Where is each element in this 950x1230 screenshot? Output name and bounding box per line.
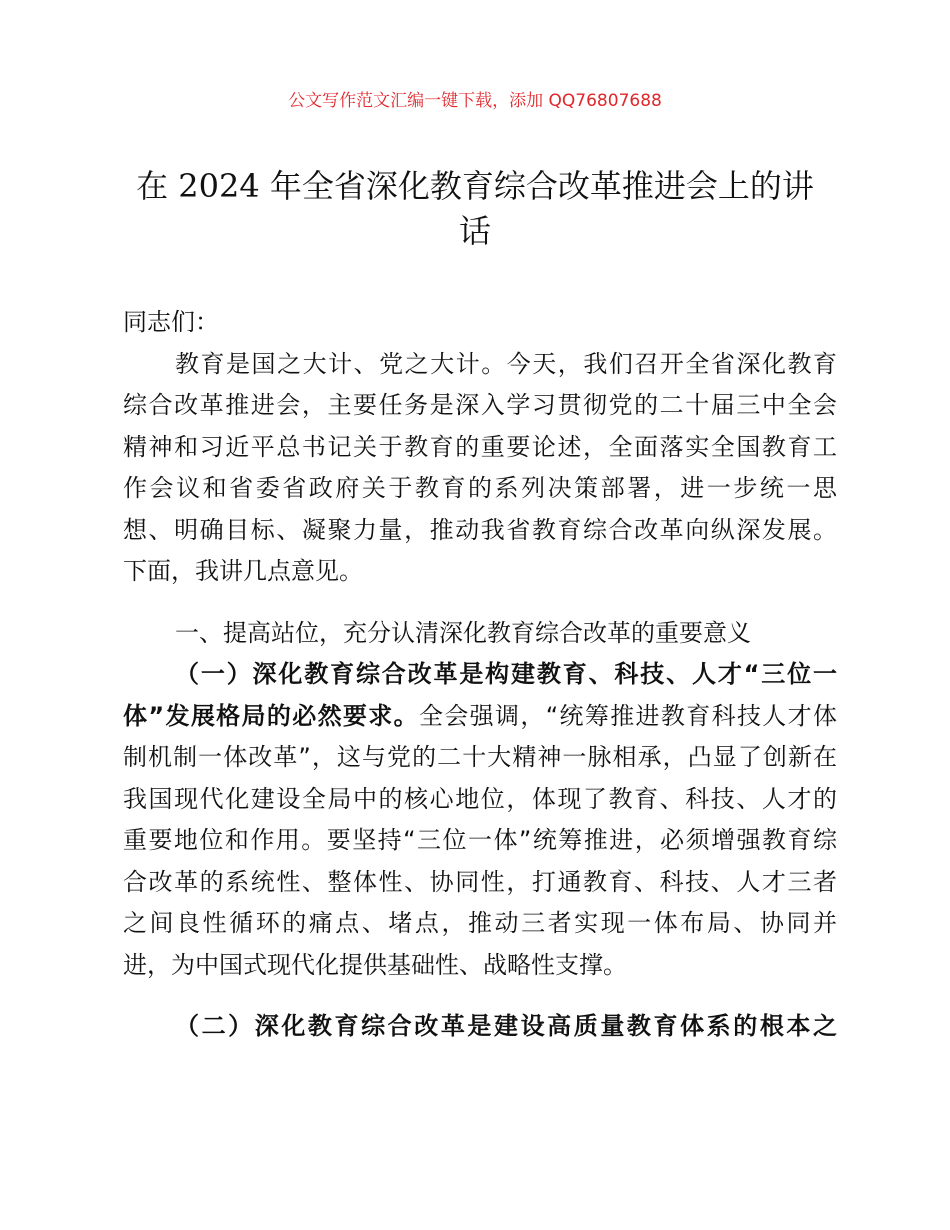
subsection-heading-1-end: 体”发展格局的必然要求。 (123, 701, 419, 730)
paragraph-line: 综合改革推进会，主要任务是深入学习贯彻党的二十届三中全会 (123, 391, 837, 419)
paragraph-line: 进，为中国式现代化提供基础性、战略性支撑。 (123, 950, 627, 979)
title-line: 在 2024 年全省深化教育综合改革推进会上的讲 (136, 167, 814, 205)
paragraph-line: 合改革的系统性、整体性、协同性，打通教育、科技、人才三者 (123, 867, 837, 896)
title-line: 话 (458, 212, 491, 250)
paragraph-line: 下面，我讲几点意见。 (123, 557, 363, 585)
watermark-download-notice: 公文写作范文汇编一键下载，添加 QQ76807688 (288, 91, 662, 111)
paragraph-text: 全会强调，“统筹推进教育科技人才体 (418, 701, 837, 730)
paragraph-line (123, 696, 837, 738)
paragraph-line: 重要地位和作用。要坚持“三位一体”统筹推进，必须增强教育综 (123, 826, 837, 854)
paragraph-line: 我国现代化建设全局中的核心地位，体现了教育、科技、人才的 (123, 784, 837, 813)
paragraph-line: 精神和习近平总书记关于教育的重要论述，全面落实全国教育工 (123, 432, 837, 461)
paragraph-line: 教育是国之大计、党之大计。今天，我们召开全省深化教育 (175, 349, 837, 378)
subsection-heading-2: （二）深化教育综合改革是建设高质量教育体系的根本之 (175, 1012, 837, 1040)
document-body (123, 302, 837, 1048)
subsection-heading-1: （一）深化教育综合改革是构建教育、科技、人才“三位一 (175, 660, 837, 688)
document-title (110, 164, 840, 254)
paragraph-line: 制机制一体改革”，这与党的二十大精神一脉相承，凸显了创新在 (123, 743, 837, 771)
paragraph-line: 作会议和省委省政府关于教育的系列决策部署，进一步统一思 (123, 474, 837, 502)
paragraph-line: 之间良性循环的痛点、堵点，推动三者实现一体布局、协同并 (123, 909, 837, 937)
paragraph-line: 想、明确目标、凝聚力量，推动我省教育综合改革向纵深发展。 (123, 515, 837, 544)
section-heading-1: 一、提高站位，充分认清深化教育综合改革的重要意义 (175, 618, 751, 647)
salutation: 同志们： (123, 308, 219, 336)
